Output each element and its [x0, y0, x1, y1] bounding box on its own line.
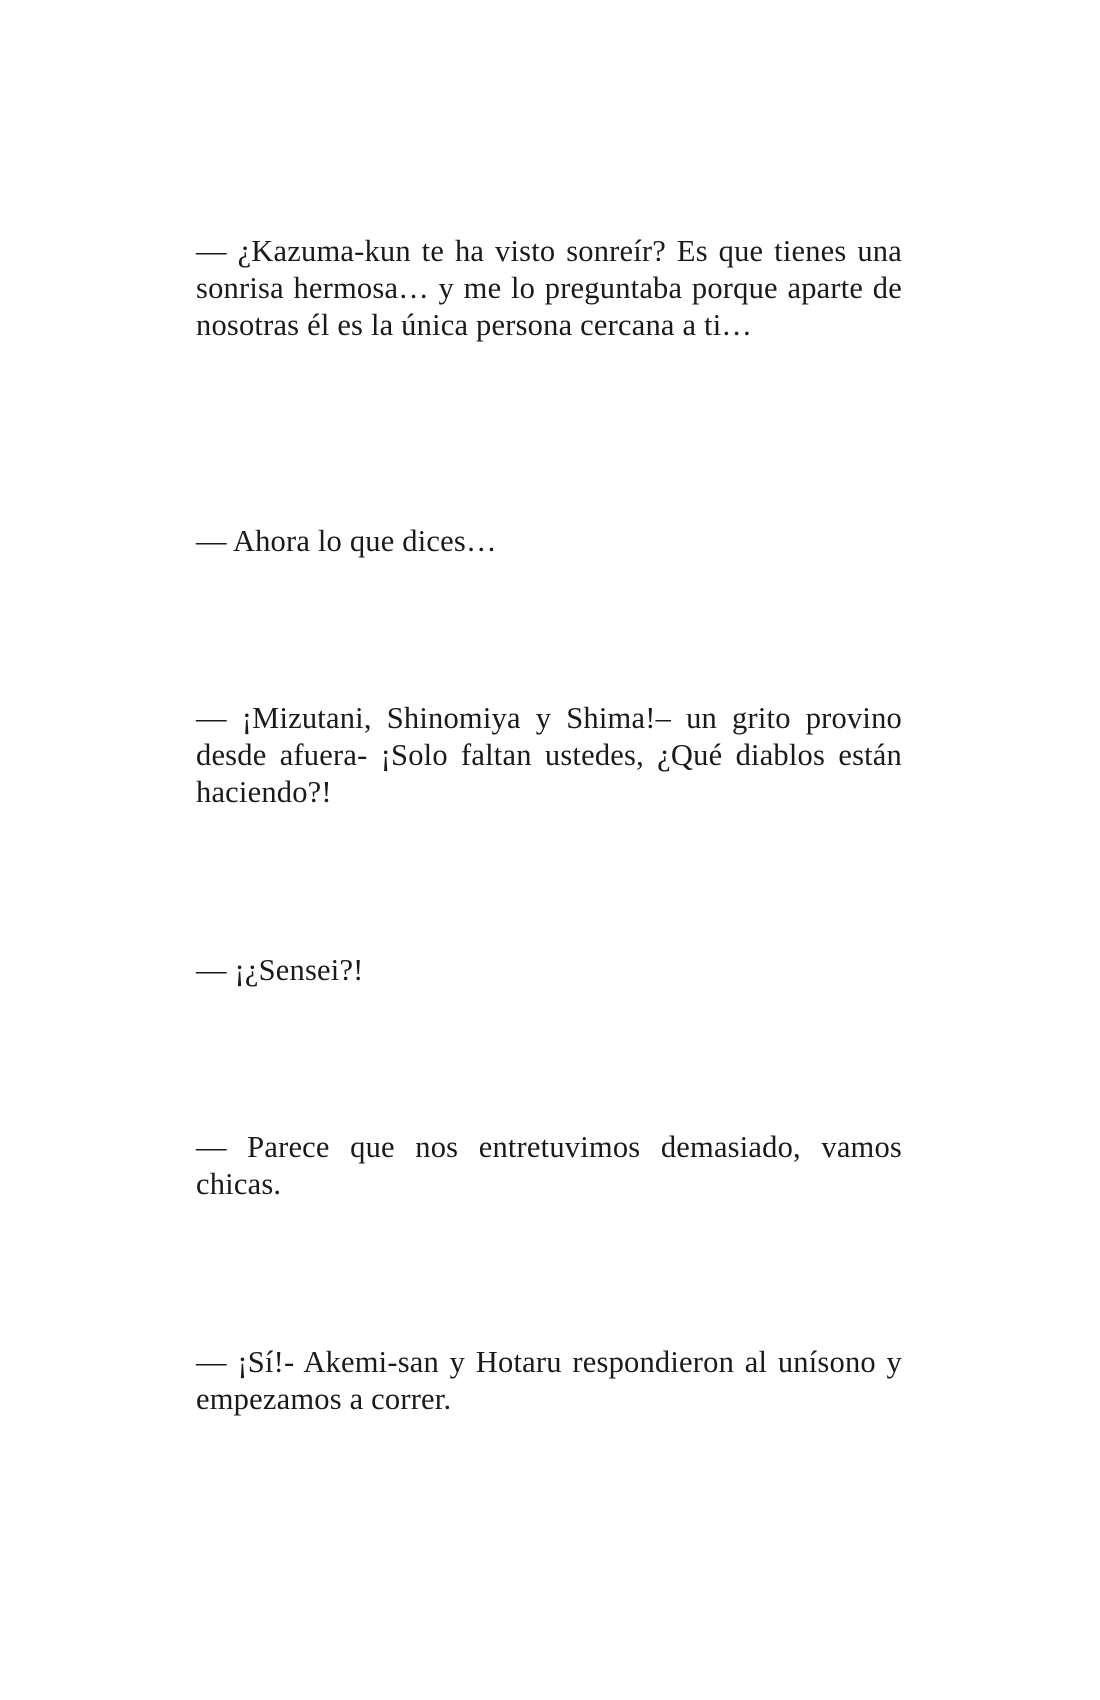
- dialogue-paragraph-5: — Parece que nos entretuvimos demasiado, vamos chicas.: [196, 1130, 902, 1201]
- dialogue-paragraph-3: — ¡Mizutani, Shinomiya y Shima!– un grito provino desde afuera- ¡Solo faltan ustedes, ¿Qué diablos están haciendo?!: [196, 701, 902, 809]
- dialogue-paragraph-4: — ¡¿Sensei?!: [196, 953, 364, 987]
- dialogue-paragraph-6: — ¡Sí!- Akemi-san y Hotaru respondieron al unísono y empezamos a correr.: [196, 1345, 902, 1416]
- dialogue-paragraph-2: — Ahora lo que dices…: [196, 524, 497, 558]
- dialogue-paragraph-1: — ¿Kazuma-kun te ha visto sonreír? Es que tienes una sonrisa hermosa… y me lo preguntaba porque aparte de nosotras él es la única persona cercana a ti…: [196, 234, 902, 342]
